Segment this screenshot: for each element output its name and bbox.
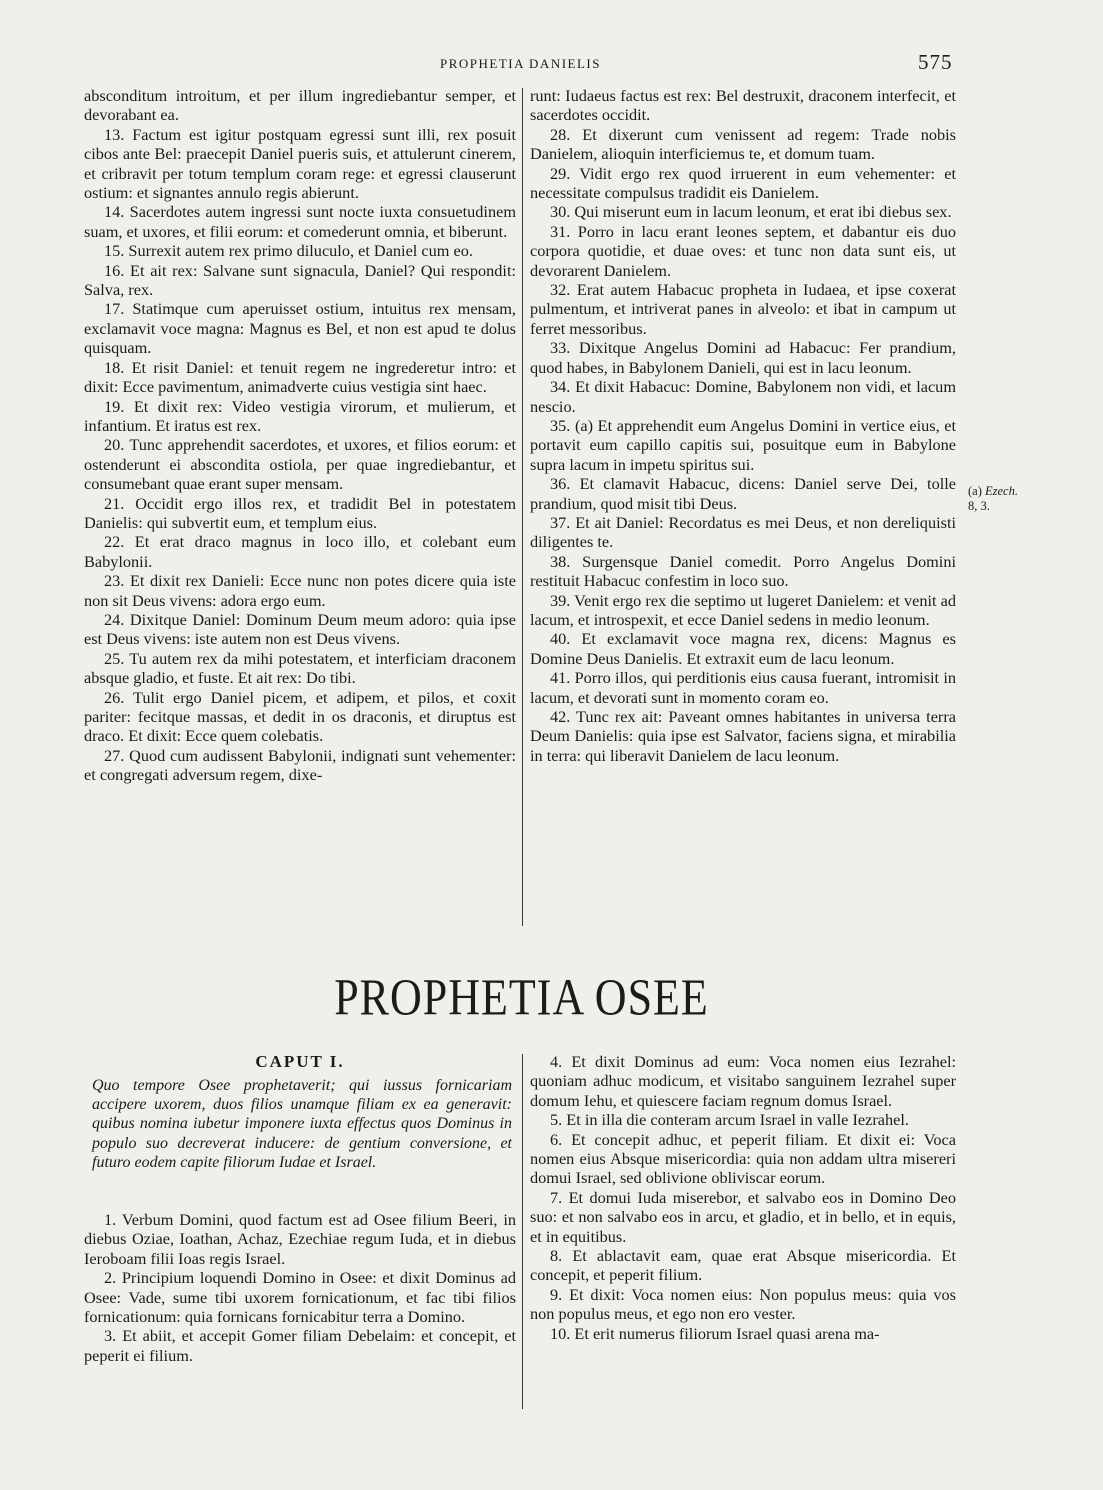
- paragraph: absconditum introitum, et per illum ingrediebantur semper, et devorabant ea.: [84, 86, 516, 125]
- bottom-left-column: [84, 1210, 516, 1365]
- paragraph: 41. Porro illos, qui perditionis eius causa fuerant, intromisit in lacum, et devorati sunt in momento coram eo.: [530, 668, 956, 707]
- paragraph: 35. (a) Et apprehendit eum Angelus Domini in vertice eius, et portavit eum capillo capitis sui, posuitque eum in Babylone supra lacum in impetu spiritus sui.: [530, 415, 956, 474]
- top-left-column: [84, 86, 516, 785]
- paragraph: 20. Tunc apprehendit sacerdotes, et uxores, et filios eorum: et ostenderunt ei abscondita ostiola, per quae ingrediebantur, et consumebant quae erant super mensam.: [84, 435, 516, 494]
- paragraph: 8. Et ablactavit eam, quae erat Absque misericordia. Et concepit, et peperit filium.: [530, 1246, 956, 1285]
- paragraph: 15. Surrexit autem rex primo diluculo, et Daniel cum eo.: [104, 241, 473, 261]
- page-number: 575: [918, 50, 953, 74]
- paragraph: 22. Et erat draco magnus in loco illo, et colebant eum Babylonii.: [84, 532, 516, 571]
- running-title: PROPHETIA DANIELIS: [440, 56, 601, 71]
- margin-note-verse: 8, 3.: [968, 499, 990, 513]
- paragraph: 5. Et in illa die conteram arcum Israel in valle Iezrahel.: [550, 1110, 909, 1130]
- paragraph: 13. Factum est igitur postquam egressi sunt illi, rex posuit cibos ante Bel: praecepit Daniel pueris suis, et attulerunt cinerem, et cribravit per totum templum coram rege: et egressi clauserunt ostium: et signantes annulo regis abierunt.: [84, 124, 516, 203]
- paragraph: 30. Qui miserunt eum in lacum leonum, et erat ibi diebus sex.: [550, 202, 952, 222]
- chapter-heading: CAPUT I.: [255, 1052, 345, 1071]
- paragraph: 9. Et dixit: Voca nomen eius: Non populus meus: quia vos non populus meus, et ego non ero vester.: [530, 1284, 956, 1324]
- section-title: PROPHETIA OSEE: [334, 968, 709, 1027]
- paragraph: 23. Et dixit rex Danieli: Ecce nunc non potes dicere quia iste non sit Deus vivens: adora ergo eum.: [84, 571, 516, 610]
- paragraph: 7. Et domui Iuda miserebor, et salvabo eos in Domino Deo suo: et non salvabo eos in arcu, et gladio, et in bello, et in equis, et in equitibus.: [530, 1187, 956, 1246]
- top-right-column: [530, 86, 956, 765]
- paragraph: 14. Sacerdotes autem ingressi sunt nocte iuxta consuetudinem suam, et uxores, et filii eorum: et comederunt omnia, et biberunt.: [84, 202, 516, 241]
- margin-note: [968, 484, 1048, 514]
- paragraph: 16. Et ait rex: Salvane sunt signacula, Daniel? Qui respondit: Salva, rex.: [84, 260, 516, 300]
- paragraph: 39. Venit ergo rex die septimo ut lugeret Danielem: et venit ad lacum, et introspexit, et ecce Daniel sedens in medio leonum.: [530, 590, 956, 629]
- paragraph: 33. Dixitque Angelus Domini ad Habacuc: Fer prandium, quod habes, in Babylonem Danieli, qui est in lacu leonum.: [530, 338, 956, 377]
- chapter-summary: Quo tempore Osee prophetaverit; qui iussus fornicariam accipere uxorem, duos filios unamque filiam ex ea generavit: quibus nomina iubetur imponere iuxta effectus quos Dominus in populo suo decreverat inducere: de gentium conversione, et futuro eodem capite filiorum Iudae et Israel.: [92, 1077, 512, 1171]
- column-divider: [522, 1054, 523, 1409]
- paragraph: 18. Et risit Daniel: et tenuit regem ne ingrederetur intro: et dixit: Ecce pavimentum, animadverte cuius vestigia sint haec.: [84, 357, 516, 397]
- margin-note-marker: (a): [968, 484, 982, 498]
- paragraph: 28. Et dixerunt cum venissent ad regem: Trade nobis Danielem, alioquin interficiemus te, et domum tuam.: [530, 124, 956, 164]
- running-head: [0, 50, 1103, 80]
- paragraph: 38. Surgensque Daniel comedit. Porro Angelus Domini restituit Habacuc confestim in loco suo.: [530, 551, 956, 591]
- paragraph: 34. Et dixit Habacuc: Domine, Babylonem non vidi, et lacum nescio.: [530, 377, 956, 416]
- paragraph: 42. Tunc rex ait: Paveant omnes habitantes in universa terra Deum Danielis: quia ipse est Salvator, faciens signa, et mirabilia in terra: qui liberavit Danielem de lacu leonum.: [530, 707, 956, 765]
- paragraph: 32. Erat autem Habacuc propheta in Iudaea, et ipse coxerat pulmentum, et intriverat panes in alveolo: et ibat in campum ut ferret messoribus.: [530, 280, 956, 338]
- paragraph: 3. Et abiit, et accepit Gomer filiam Debelaim: et concepit, et peperit ei filium.: [84, 1326, 516, 1365]
- paragraph: 31. Porro in lacu erant leones septem, et dabantur eis duo corpora quotidie, et duae oves: et tunc non data sunt eis, ut devorarent Danielem.: [530, 221, 956, 280]
- paragraph: runt: Iudaeus factus est rex: Bel destruxit, draconem interfecit, et sacerdotes occidit.: [530, 86, 956, 125]
- paragraph: 25. Tu autem rex da mihi potestatem, et interficiam draconem absque gladio, et fuste. Et ait rex: Do tibi.: [84, 648, 516, 688]
- paragraph: 27. Quod cum audissent Babylonii, indignati sunt vehementer: et congregati adversum regem, dixe-: [84, 745, 516, 785]
- paragraph: 17. Statimque cum aperuisset ostium, intuitus rex mensam, exclamavit voce magna: Magnus es Bel, et non est apud te dolus quisquam.: [84, 299, 516, 358]
- paragraph: 6. Et concepit adhuc, et peperit filiam. Et dixit ei: Voca nomen eius Absque misericordia: quia non addam ultra misereri domui Israel, sed oblivione obliviscar eorum.: [530, 1129, 956, 1188]
- paragraph: 1. Verbum Domini, quod factum est ad Osee filium Beeri, in diebus Oziae, Ioathan, Achaz, Ezechiae regum Iuda, et in diebus Ieroboam filii Ioas regis Israel.: [84, 1210, 516, 1268]
- paragraph: 21. Occidit ergo illos rex, et tradidit Bel in potestatem Danielis: qui subvertit eum, et templum eius.: [84, 493, 516, 532]
- paragraph: 24. Dixitque Daniel: Dominum Deum meum adoro: quia ipse est Deus vivens: iste autem non est Deus vivens.: [84, 609, 516, 649]
- column-divider: [522, 88, 523, 926]
- bottom-right-column: [530, 1052, 956, 1343]
- paragraph: 2. Principium loquendi Domino in Osee: et dixit Dominus ad Osee: Vade, sume tibi uxorem fornicationum, et fac tibi filios fornicationum: quia fornicans fornicabitur terra a Domino.: [84, 1268, 516, 1327]
- paragraph: 26. Tulit ergo Daniel picem, et adipem, et pilos, et coxit pariter: fecitque massas, et dedit in os draconis, et diruptus est draco. Et dixit: Ecce quem colebatis.: [84, 687, 516, 746]
- paragraph: 29. Vidit ergo rex quod irruerent in eum vehementer: et necessitate compulsus tradidit eis Danielem.: [530, 163, 956, 203]
- paragraph: 36. Et clamavit Habacuc, dicens: Daniel serve Dei, tolle prandium, quod misit tibi Deus.: [530, 474, 956, 513]
- paragraph: 37. Et ait Daniel: Recordatus es mei Deus, et non dereliquisti diligentes te.: [530, 512, 956, 552]
- paragraph: 10. Et erit numerus filiorum Israel quasi arena ma-: [550, 1323, 880, 1343]
- paragraph: 19. Et dixit rex: Video vestigia virorum, et mulierum, et infantium. Et iratus est rex.: [84, 396, 516, 435]
- margin-note-ref: Ezech.: [985, 484, 1018, 498]
- paragraph: 4. Et dixit Dominus ad eum: Voca nomen eius Iezrahel: quoniam adhuc modicum, et visitabo sanguinem Iezrahel super domum Iehu, et quiescere faciam regnum domus Israel.: [530, 1052, 956, 1110]
- paragraph: 40. Et exclamavit voce magna rex, dicens: Magnus es Domine Deus Danielis. Et extraxit eum de lacu leonum.: [530, 629, 956, 668]
